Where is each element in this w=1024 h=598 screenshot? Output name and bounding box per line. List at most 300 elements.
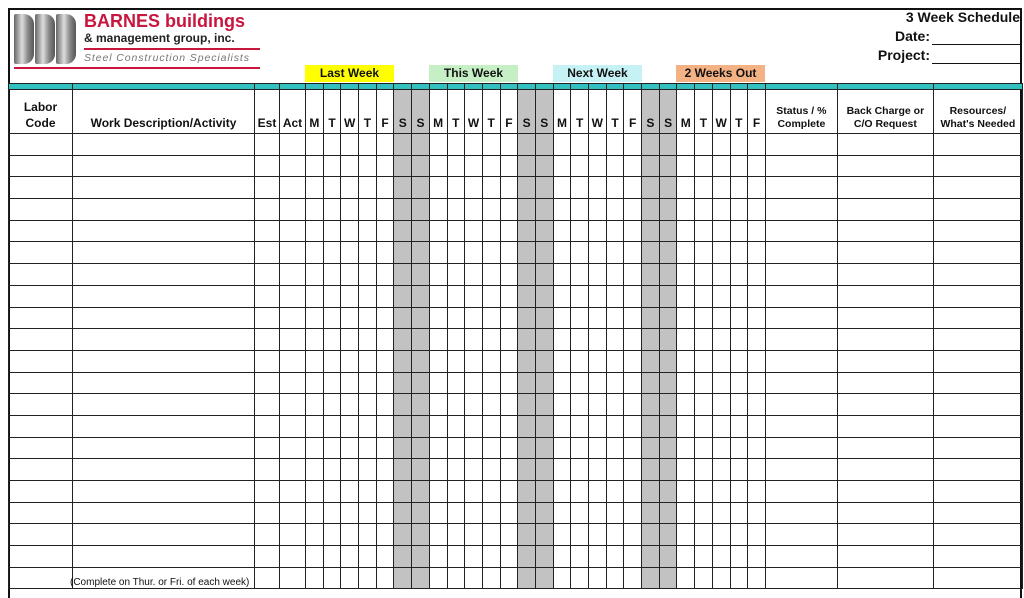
table-cell[interactable] [518, 177, 536, 199]
table-cell[interactable] [837, 264, 933, 286]
table-cell[interactable] [447, 199, 465, 221]
table-cell[interactable] [9, 307, 73, 329]
table-cell[interactable] [642, 394, 660, 416]
table-cell[interactable] [482, 155, 500, 177]
table-cell[interactable] [765, 394, 837, 416]
table-cell[interactable] [712, 155, 730, 177]
table-cell[interactable] [837, 372, 933, 394]
table-cell[interactable] [306, 524, 324, 546]
table-cell[interactable] [933, 134, 1022, 156]
table-cell[interactable] [341, 481, 359, 503]
table-cell[interactable] [571, 524, 589, 546]
table-cell[interactable] [9, 481, 73, 503]
table-cell[interactable] [9, 155, 73, 177]
table-cell[interactable] [677, 242, 695, 264]
table-cell[interactable] [624, 546, 642, 568]
table-cell[interactable] [482, 307, 500, 329]
table-cell[interactable] [9, 264, 73, 286]
table-cell[interactable] [447, 502, 465, 524]
table-cell[interactable] [642, 307, 660, 329]
table-cell[interactable] [712, 285, 730, 307]
table-cell[interactable] [624, 155, 642, 177]
table-cell[interactable] [323, 329, 341, 351]
table-cell[interactable] [933, 459, 1022, 481]
table-cell[interactable] [518, 546, 536, 568]
table-cell[interactable] [677, 307, 695, 329]
table-cell[interactable] [306, 134, 324, 156]
table-cell[interactable] [765, 372, 837, 394]
table-cell[interactable] [280, 459, 306, 481]
table-cell[interactable] [712, 502, 730, 524]
table-cell[interactable] [712, 264, 730, 286]
table-cell[interactable] [255, 459, 280, 481]
table-cell[interactable] [255, 242, 280, 264]
table-cell[interactable] [482, 199, 500, 221]
table-cell[interactable] [677, 394, 695, 416]
table-cell[interactable] [837, 415, 933, 437]
table-cell[interactable] [677, 481, 695, 503]
table-cell[interactable] [280, 242, 306, 264]
table-cell[interactable] [429, 242, 447, 264]
table-cell[interactable] [695, 242, 713, 264]
table-cell[interactable] [659, 350, 677, 372]
table-cell[interactable] [412, 155, 430, 177]
table-cell[interactable] [255, 394, 280, 416]
table-cell[interactable] [677, 285, 695, 307]
table-cell[interactable] [695, 372, 713, 394]
table-cell[interactable] [659, 459, 677, 481]
table-cell[interactable] [624, 372, 642, 394]
table-cell[interactable] [571, 502, 589, 524]
table-cell[interactable] [677, 134, 695, 156]
table-cell[interactable] [341, 567, 359, 589]
table-cell[interactable] [748, 350, 766, 372]
table-cell[interactable] [429, 264, 447, 286]
table-cell[interactable] [482, 134, 500, 156]
table-cell[interactable] [73, 134, 255, 156]
table-cell[interactable] [748, 329, 766, 351]
table-cell[interactable] [535, 285, 553, 307]
table-cell[interactable] [465, 350, 483, 372]
table-cell[interactable] [933, 502, 1022, 524]
table-cell[interactable] [341, 264, 359, 286]
table-cell[interactable] [624, 350, 642, 372]
table-cell[interactable] [933, 329, 1022, 351]
table-cell[interactable] [394, 307, 412, 329]
table-cell[interactable] [589, 481, 607, 503]
table-cell[interactable] [412, 502, 430, 524]
table-cell[interactable] [571, 155, 589, 177]
table-cell[interactable] [465, 524, 483, 546]
table-cell[interactable] [712, 415, 730, 437]
table-cell[interactable] [341, 350, 359, 372]
table-cell[interactable] [255, 415, 280, 437]
table-cell[interactable] [323, 459, 341, 481]
table-cell[interactable] [659, 502, 677, 524]
table-cell[interactable] [306, 459, 324, 481]
table-cell[interactable] [9, 372, 73, 394]
table-cell[interactable] [394, 350, 412, 372]
table-cell[interactable] [73, 220, 255, 242]
table-cell[interactable] [255, 546, 280, 568]
table-cell[interactable] [341, 220, 359, 242]
table-cell[interactable] [500, 177, 518, 199]
table-cell[interactable] [73, 199, 255, 221]
table-cell[interactable] [394, 394, 412, 416]
table-cell[interactable] [730, 459, 748, 481]
table-cell[interactable] [280, 415, 306, 437]
table-cell[interactable] [748, 285, 766, 307]
table-cell[interactable] [933, 546, 1022, 568]
table-cell[interactable] [465, 134, 483, 156]
table-cell[interactable] [306, 242, 324, 264]
table-cell[interactable] [482, 350, 500, 372]
table-cell[interactable] [933, 394, 1022, 416]
table-cell[interactable] [837, 437, 933, 459]
table-cell[interactable] [642, 437, 660, 459]
table-cell[interactable] [606, 329, 624, 351]
table-cell[interactable] [500, 242, 518, 264]
table-cell[interactable] [535, 567, 553, 589]
table-cell[interactable] [571, 415, 589, 437]
table-cell[interactable] [837, 307, 933, 329]
table-cell[interactable] [9, 394, 73, 416]
table-cell[interactable] [518, 372, 536, 394]
table-cell[interactable] [447, 264, 465, 286]
table-cell[interactable] [518, 242, 536, 264]
table-cell[interactable] [606, 524, 624, 546]
table-cell[interactable] [642, 155, 660, 177]
table-cell[interactable] [606, 264, 624, 286]
table-cell[interactable] [306, 415, 324, 437]
table-cell[interactable] [73, 350, 255, 372]
table-cell[interactable] [695, 155, 713, 177]
table-cell[interactable] [553, 264, 571, 286]
table-cell[interactable] [412, 285, 430, 307]
table-cell[interactable] [359, 546, 377, 568]
table-cell[interactable] [341, 329, 359, 351]
table-cell[interactable] [359, 459, 377, 481]
table-cell[interactable] [553, 329, 571, 351]
table-cell[interactable] [255, 199, 280, 221]
table-cell[interactable] [553, 437, 571, 459]
table-cell[interactable] [429, 394, 447, 416]
table-cell[interactable] [255, 350, 280, 372]
table-cell[interactable] [518, 285, 536, 307]
table-cell[interactable] [589, 329, 607, 351]
table-cell[interactable] [280, 524, 306, 546]
table-cell[interactable] [659, 329, 677, 351]
table-cell[interactable] [359, 242, 377, 264]
table-cell[interactable] [642, 285, 660, 307]
table-cell[interactable] [359, 155, 377, 177]
table-cell[interactable] [730, 220, 748, 242]
table-cell[interactable] [837, 199, 933, 221]
table-cell[interactable] [535, 524, 553, 546]
table-cell[interactable] [765, 134, 837, 156]
table-cell[interactable] [624, 481, 642, 503]
table-cell[interactable] [624, 524, 642, 546]
table-cell[interactable] [606, 220, 624, 242]
table-cell[interactable] [306, 155, 324, 177]
table-cell[interactable] [553, 134, 571, 156]
table-cell[interactable] [677, 459, 695, 481]
table-cell[interactable] [359, 437, 377, 459]
table-cell[interactable] [429, 524, 447, 546]
table-cell[interactable] [73, 264, 255, 286]
table-cell[interactable] [642, 242, 660, 264]
table-cell[interactable] [280, 264, 306, 286]
table-cell[interactable] [712, 134, 730, 156]
table-cell[interactable] [359, 264, 377, 286]
table-cell[interactable] [712, 394, 730, 416]
table-cell[interactable] [412, 546, 430, 568]
table-cell[interactable] [518, 134, 536, 156]
table-cell[interactable] [677, 567, 695, 589]
table-cell[interactable] [394, 155, 412, 177]
table-cell[interactable] [606, 502, 624, 524]
table-cell[interactable] [535, 481, 553, 503]
table-cell[interactable] [730, 415, 748, 437]
table-cell[interactable] [255, 567, 280, 589]
table-cell[interactable] [677, 502, 695, 524]
table-cell[interactable] [376, 524, 394, 546]
table-cell[interactable] [677, 155, 695, 177]
table-cell[interactable] [518, 199, 536, 221]
table-cell[interactable] [518, 567, 536, 589]
table-cell[interactable] [255, 437, 280, 459]
table-cell[interactable] [642, 546, 660, 568]
table-cell[interactable] [606, 242, 624, 264]
table-cell[interactable] [933, 155, 1022, 177]
table-cell[interactable] [748, 242, 766, 264]
table-cell[interactable] [765, 155, 837, 177]
table-cell[interactable] [306, 481, 324, 503]
table-cell[interactable] [606, 350, 624, 372]
table-cell[interactable] [589, 199, 607, 221]
table-cell[interactable] [429, 199, 447, 221]
table-cell[interactable] [255, 372, 280, 394]
table-cell[interactable] [659, 437, 677, 459]
table-cell[interactable] [695, 177, 713, 199]
table-cell[interactable] [465, 567, 483, 589]
table-cell[interactable] [695, 502, 713, 524]
table-cell[interactable] [280, 546, 306, 568]
table-cell[interactable] [306, 394, 324, 416]
table-cell[interactable] [500, 502, 518, 524]
table-cell[interactable] [323, 307, 341, 329]
table-cell[interactable] [765, 481, 837, 503]
table-cell[interactable] [589, 242, 607, 264]
table-cell[interactable] [429, 134, 447, 156]
table-cell[interactable] [447, 372, 465, 394]
table-cell[interactable] [306, 264, 324, 286]
table-cell[interactable] [606, 285, 624, 307]
table-cell[interactable] [447, 481, 465, 503]
table-cell[interactable] [394, 437, 412, 459]
table-cell[interactable] [837, 459, 933, 481]
table-cell[interactable] [447, 437, 465, 459]
table-cell[interactable] [341, 502, 359, 524]
table-cell[interactable] [376, 329, 394, 351]
table-cell[interactable] [429, 329, 447, 351]
table-cell[interactable] [748, 524, 766, 546]
table-cell[interactable] [465, 155, 483, 177]
table-cell[interactable] [9, 134, 73, 156]
table-cell[interactable] [712, 242, 730, 264]
table-cell[interactable] [624, 502, 642, 524]
table-cell[interactable] [73, 372, 255, 394]
table-cell[interactable] [518, 264, 536, 286]
table-cell[interactable] [933, 567, 1022, 589]
table-cell[interactable] [341, 242, 359, 264]
table-cell[interactable] [571, 177, 589, 199]
table-cell[interactable] [482, 546, 500, 568]
table-cell[interactable] [73, 415, 255, 437]
table-cell[interactable] [73, 394, 255, 416]
table-cell[interactable] [712, 329, 730, 351]
table-cell[interactable] [765, 459, 837, 481]
table-cell[interactable] [482, 329, 500, 351]
table-cell[interactable] [394, 285, 412, 307]
table-cell[interactable] [500, 199, 518, 221]
table-cell[interactable] [677, 199, 695, 221]
table-cell[interactable] [712, 177, 730, 199]
table-cell[interactable] [447, 459, 465, 481]
table-cell[interactable] [465, 481, 483, 503]
table-cell[interactable] [659, 155, 677, 177]
table-cell[interactable] [624, 264, 642, 286]
table-cell[interactable] [606, 459, 624, 481]
table-cell[interactable] [482, 220, 500, 242]
table-cell[interactable] [341, 307, 359, 329]
table-cell[interactable] [280, 307, 306, 329]
table-cell[interactable] [447, 220, 465, 242]
table-cell[interactable] [765, 502, 837, 524]
table-cell[interactable] [624, 134, 642, 156]
table-cell[interactable] [624, 285, 642, 307]
table-cell[interactable] [9, 524, 73, 546]
table-cell[interactable] [359, 415, 377, 437]
table-cell[interactable] [730, 307, 748, 329]
table-cell[interactable] [606, 481, 624, 503]
table-cell[interactable] [9, 220, 73, 242]
table-cell[interactable] [589, 220, 607, 242]
table-cell[interactable] [730, 372, 748, 394]
table-cell[interactable] [280, 220, 306, 242]
table-cell[interactable] [695, 307, 713, 329]
table-cell[interactable] [659, 567, 677, 589]
table-cell[interactable] [695, 481, 713, 503]
table-cell[interactable] [376, 372, 394, 394]
table-cell[interactable] [933, 481, 1022, 503]
table-cell[interactable] [323, 177, 341, 199]
table-cell[interactable] [376, 220, 394, 242]
table-cell[interactable] [9, 459, 73, 481]
table-cell[interactable] [535, 220, 553, 242]
table-cell[interactable] [376, 155, 394, 177]
table-cell[interactable] [837, 134, 933, 156]
table-cell[interactable] [465, 437, 483, 459]
table-cell[interactable] [323, 372, 341, 394]
table-cell[interactable] [323, 285, 341, 307]
table-cell[interactable] [465, 459, 483, 481]
table-cell[interactable] [748, 199, 766, 221]
table-cell[interactable] [659, 524, 677, 546]
table-cell[interactable] [659, 415, 677, 437]
table-cell[interactable] [589, 264, 607, 286]
table-cell[interactable] [571, 199, 589, 221]
table-cell[interactable] [341, 155, 359, 177]
table-cell[interactable] [280, 155, 306, 177]
table-cell[interactable] [447, 242, 465, 264]
table-cell[interactable] [9, 567, 73, 589]
table-cell[interactable] [306, 350, 324, 372]
table-cell[interactable] [323, 220, 341, 242]
table-cell[interactable] [394, 199, 412, 221]
table-cell[interactable] [730, 567, 748, 589]
table-cell[interactable] [73, 459, 255, 481]
table-cell[interactable] [589, 134, 607, 156]
table-cell[interactable] [677, 437, 695, 459]
table-cell[interactable] [730, 481, 748, 503]
table-cell[interactable] [280, 285, 306, 307]
table-cell[interactable] [730, 155, 748, 177]
table-cell[interactable] [606, 307, 624, 329]
table-cell[interactable] [553, 394, 571, 416]
table-cell[interactable] [323, 437, 341, 459]
table-cell[interactable] [412, 134, 430, 156]
table-cell[interactable] [748, 394, 766, 416]
table-cell[interactable] [535, 459, 553, 481]
table-cell[interactable] [589, 394, 607, 416]
table-cell[interactable] [255, 134, 280, 156]
table-cell[interactable] [500, 307, 518, 329]
table-cell[interactable] [447, 524, 465, 546]
table-cell[interactable] [429, 307, 447, 329]
table-cell[interactable] [837, 329, 933, 351]
table-cell[interactable] [341, 285, 359, 307]
table-cell[interactable] [695, 199, 713, 221]
table-cell[interactable] [730, 394, 748, 416]
table-cell[interactable] [394, 220, 412, 242]
table-cell[interactable] [659, 242, 677, 264]
table-cell[interactable] [376, 307, 394, 329]
table-cell[interactable] [677, 546, 695, 568]
table-cell[interactable] [589, 437, 607, 459]
table-cell[interactable] [376, 177, 394, 199]
table-cell[interactable] [712, 481, 730, 503]
table-cell[interactable] [553, 285, 571, 307]
table-cell[interactable] [933, 307, 1022, 329]
table-cell[interactable] [730, 285, 748, 307]
table-cell[interactable] [695, 415, 713, 437]
table-cell[interactable] [518, 220, 536, 242]
table-cell[interactable] [447, 155, 465, 177]
table-cell[interactable] [748, 481, 766, 503]
table-cell[interactable] [412, 481, 430, 503]
table-cell[interactable] [765, 307, 837, 329]
table-cell[interactable] [712, 437, 730, 459]
table-cell[interactable] [500, 481, 518, 503]
table-cell[interactable] [695, 394, 713, 416]
table-cell[interactable] [412, 307, 430, 329]
table-cell[interactable] [553, 524, 571, 546]
table-cell[interactable] [376, 437, 394, 459]
table-cell[interactable] [535, 502, 553, 524]
table-cell[interactable] [306, 437, 324, 459]
table-cell[interactable] [659, 394, 677, 416]
